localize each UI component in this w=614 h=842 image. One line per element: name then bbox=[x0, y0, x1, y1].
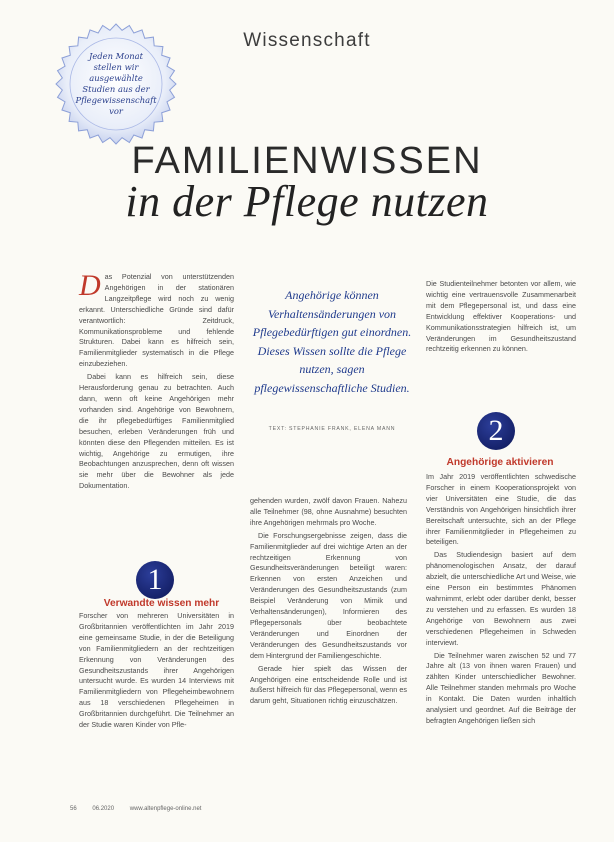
middle-column bbox=[250, 496, 407, 709]
website-url: www.altenpflege-online.net bbox=[129, 806, 202, 812]
section-1-paragraph: Forscher von mehreren Universitäten in Großbritannien veröffentlichten im Jahr 2019 eine gemeinsame Studie, in der die Beteiligung von Familienmitgliedern an der rechtzeitigen Erkennung von Veränderungen des Gesundheitszustands ihrer Angehörigen untersucht wurde. Es wurden 14 Interviews mit Familienmitgliedern von Pflegeheimbewohnern aus 18 verschiedenen Pflegeheimen in Großbritannien durchgeführt. Die Teilnehmer an der Studie waren Kinder von Pfle- bbox=[79, 611, 234, 730]
section-1-column bbox=[79, 611, 234, 733]
title-main: FAMILIENWISSEN bbox=[131, 140, 483, 182]
section-2-paragraph-2: Das Studiendesign basiert auf dem phänomenologischen Ansatz, der darauf abzielt, die unterschiedliche Art und Weise, wie eine Person ein bestimmtes Phänomen wahrnimmt, erlebt oder darüber denkt, besser zu verstehen und zu erfassen. Es wurden 18 Angehörige von Bewohnern aus zwei verschiedenen Pflegeheimen in Schweden interviewt. bbox=[426, 550, 576, 647]
issue-label: 06.2020 bbox=[92, 806, 115, 812]
right-column-top-text: Die Studienteilnehmer betonten vor allem, wie wichtig eine vertrauensvolle Zusammenarbeit mit dem Pflegepersonal ist, und dass eine Entwicklung effektiver Kooperations- und Kommunikationsstrategien hilfreich ist, um Veränderungen im Gesundheitszustand rechtzeitig erkennen zu können. bbox=[426, 279, 576, 354]
middle-paragraph-2: Die Forschungsergebnisse zeigen, dass die Familienmitglieder auf drei wichtige Arten an der rechtzeitigen Erkennung von Gesundheitsveränderungen beteiligt waren: Erkennen von ersten Anzeichen und Veränderungen des Gesundheitszustands (zum Beispiel Veränderung von Mimik und Verhaltensänderungen), Informieren des Pflegepersonals über beobachtete Veränderungen und Einordnen der Veränderungen des Gesundheitszustands vor dem Hintergrund der Familiengeschichte. bbox=[250, 530, 407, 660]
section-2-paragraph-3: Die Teilnehmer waren zwischen 52 und 77 Jahre alt (13 von ihnen waren Frauen) und zählten Kinder unterschiedlicher Bewohner. Alle Teilnehmer standen mehrmals pro Woche in Kontakt. Die Daten wurden inhaltlich analysiert und geordnet. Auf die Beiträge der befragten Angehörigen ließen sich bbox=[426, 650, 576, 725]
section-heading-2: Angehörige aktivieren bbox=[446, 457, 554, 468]
right-column-top bbox=[426, 279, 576, 357]
middle-paragraph-1: gehenden wurden, zwölf davon Frauen. Nahezu alle Teilnehmer (98, ohne Ausnahme) besuchten ihre Angehörigen mehrmals pro Woche. bbox=[250, 496, 407, 527]
title-subtitle: in der Pflege nutzen bbox=[125, 177, 489, 226]
section-2-column bbox=[426, 472, 576, 729]
pull-quote: Angehörige können Verhaltensänderungen von Pflegebedürftigen gut einordnen. Dieses Wissen sollte die Pflege nutzen, sagen pflegewissenschaftliche Studien. bbox=[252, 288, 412, 395]
page-number: 56 bbox=[70, 806, 77, 812]
page-footer bbox=[70, 806, 215, 812]
section-number-1: 1 bbox=[136, 561, 174, 599]
dropcap: D bbox=[79, 269, 101, 302]
intro-paragraph-2: Dabei kann es hilfreich sein, diese Herausforderung genau zu betrachten. Auch dann, wenn oft keine Angehörigen mehr vorhanden sind. Angehörige von Bewohnern, die ihr pflegebedürftiges Familienmitglied besuchen, erleben Veränderungen früh und könnten diese den Pflegenden mitteilen. Es ist wichtig, Angehörige zu ermutigen, ihre Beobachtungen anzusprechen, denn oft wissen sie mehr über die Bewohner als jede Dokumentation. bbox=[79, 372, 234, 491]
seal-text: Jeden Monat stellen wir ausgewählte Studien aus der Pflegewissenschaft vor bbox=[75, 51, 157, 116]
section-2-paragraph-1: Im Jahr 2019 veröffentlichten schwedische Forscher in einem Kooperationsprojekt von vier Universitäten eine Studie, die das Verständnis von Angehörigen hinsichtlich ihrer Bereitschaft untersuchte, sich an der Pflege ihrer Familienmitglieder in Pflegeheimen zu beteiligen. bbox=[426, 472, 576, 547]
section-heading-1: Verwandte wissen mehr bbox=[103, 598, 220, 609]
intro-column bbox=[79, 269, 234, 494]
middle-paragraph-3: Gerade hier spielt das Wissen der Angehörigen eine entscheidende Rolle und ist äußerst hilfreich für das Pflegepersonal, wenn es darum geht, Situationen richtig einzuschätzen. bbox=[250, 663, 407, 706]
intro-paragraph-1 bbox=[79, 269, 234, 370]
section-label: Wissenschaft bbox=[243, 30, 371, 51]
section-number-2: 2 bbox=[477, 412, 515, 450]
author-credit: TEXT: STEPHANIE FRANK, ELENA MANN bbox=[268, 426, 396, 432]
intro-paragraph-1-text: as Potenzial von unterstützenden Angehörigen in der stationären Langzeitpflege wird noch zu wenig erkannt. Unterschiedliche Gründe sind dafür verantwortlich: Zeitdruck, Kommunikationsprobleme und fehlende Strukturen. Dabei kann es hilfreich sein, Familienmitglieder systematisch in die Pflege einzubeziehen. bbox=[79, 272, 234, 369]
